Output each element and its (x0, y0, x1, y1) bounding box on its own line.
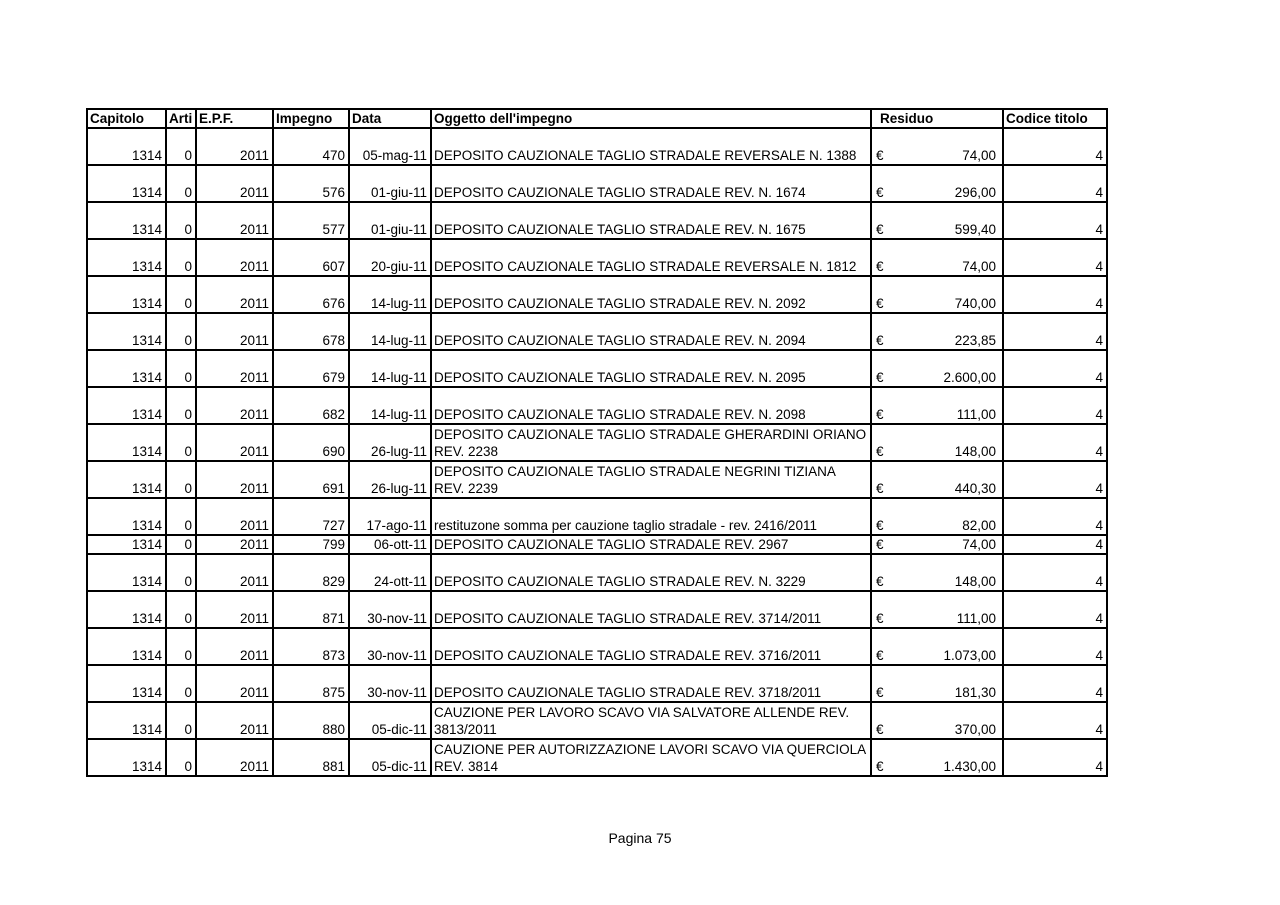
cell-residuo (871, 128, 1003, 165)
cell-impegno: 880 (273, 702, 349, 739)
cell-epf: 2011 (196, 554, 273, 591)
table-row (87, 424, 1107, 461)
currency-symbol: € (876, 574, 884, 589)
cell-articolo: 0 (166, 387, 196, 424)
header-epf: E.P.F. (196, 109, 273, 128)
cell-articolo: 0 (166, 202, 196, 239)
cell-codice-titolo: 4 (1003, 535, 1107, 554)
residuo-value: 1.430,00 (943, 759, 996, 774)
cell-capitolo: 1314 (87, 498, 166, 535)
cell-data: 14-lug-11 (349, 387, 431, 424)
residuo-value: 148,00 (954, 444, 996, 459)
cell-capitolo: 1314 (87, 276, 166, 313)
currency-symbol: € (876, 611, 884, 626)
cell-impegno: 607 (273, 239, 349, 276)
residuo-value: 148,00 (954, 574, 996, 589)
cell-epf: 2011 (196, 702, 273, 739)
cell-capitolo: 1314 (87, 461, 166, 498)
cell-epf: 2011 (196, 313, 273, 350)
cell-impegno: 873 (273, 628, 349, 665)
currency-symbol: € (876, 537, 884, 552)
cell-articolo: 0 (166, 424, 196, 461)
cell-oggetto: DEPOSITO CAUZIONALE TAGLIO STRADALE REV. N. 3229 (431, 554, 871, 591)
cell-data: 06-ott-11 (349, 535, 431, 554)
residuo-value: 440,30 (954, 481, 996, 496)
cell-residuo (871, 702, 1003, 739)
cell-data: 26-lug-11 (349, 424, 431, 461)
table-row (87, 591, 1107, 628)
header-articolo: Arti (166, 109, 196, 128)
cell-capitolo: 1314 (87, 702, 166, 739)
table-row (87, 628, 1107, 665)
residuo-value: 2.600,00 (943, 370, 996, 385)
cell-oggetto: DEPOSITO CAUZIONALE TAGLIO STRADALE REV. N. 2092 (431, 276, 871, 313)
residuo-value: 74,00 (962, 148, 996, 163)
cell-capitolo: 1314 (87, 424, 166, 461)
cell-data: 05-dic-11 (349, 702, 431, 739)
header-residuo: Residuo (871, 109, 1003, 128)
cell-capitolo: 1314 (87, 387, 166, 424)
cell-residuo (871, 387, 1003, 424)
cell-data: 17-ago-11 (349, 498, 431, 535)
cell-codice-titolo: 4 (1003, 461, 1107, 498)
currency-symbol: € (876, 333, 884, 348)
cell-codice-titolo: 4 (1003, 665, 1107, 702)
cell-articolo: 0 (166, 498, 196, 535)
residuo-value: 223,85 (954, 333, 996, 348)
cell-capitolo: 1314 (87, 554, 166, 591)
cell-residuo (871, 554, 1003, 591)
cell-epf: 2011 (196, 202, 273, 239)
cell-articolo: 0 (166, 554, 196, 591)
cell-residuo (871, 498, 1003, 535)
cell-data: 14-lug-11 (349, 350, 431, 387)
table-row (87, 350, 1107, 387)
cell-impegno: 881 (273, 739, 349, 776)
cell-oggetto: CAUZIONE PER LAVORO SCAVO VIA SALVATORE ALLENDE REV. 3813/2011 (431, 702, 871, 739)
cell-impegno: 676 (273, 276, 349, 313)
residuo-value: 740,00 (954, 296, 996, 311)
cell-residuo (871, 202, 1003, 239)
cell-data: 01-giu-11 (349, 165, 431, 202)
table-row (87, 461, 1107, 498)
residuo-value: 82,00 (962, 518, 996, 533)
cell-oggetto: DEPOSITO CAUZIONALE TAGLIO STRADALE REV. N. 2094 (431, 313, 871, 350)
cell-epf: 2011 (196, 665, 273, 702)
cell-data: 05-dic-11 (349, 739, 431, 776)
cell-codice-titolo: 4 (1003, 202, 1107, 239)
cell-residuo (871, 239, 1003, 276)
cell-data: 20-giu-11 (349, 239, 431, 276)
cell-oggetto: DEPOSITO CAUZIONALE TAGLIO STRADALE GHERARDINI ORIANO REV. 2238 (431, 424, 871, 461)
cell-articolo: 0 (166, 591, 196, 628)
cell-epf: 2011 (196, 591, 273, 628)
cell-oggetto: DEPOSITO CAUZIONALE TAGLIO STRADALE REV. 3716/2011 (431, 628, 871, 665)
residuo-value: 111,00 (956, 611, 996, 626)
cell-oggetto: DEPOSITO CAUZIONALE TAGLIO STRADALE REVERSALE N. 1812 (431, 239, 871, 276)
cell-impegno: 829 (273, 554, 349, 591)
cell-epf: 2011 (196, 165, 273, 202)
cell-impegno: 682 (273, 387, 349, 424)
cell-oggetto: DEPOSITO CAUZIONALE TAGLIO STRADALE REV. N. 1674 (431, 165, 871, 202)
currency-symbol: € (876, 370, 884, 385)
cell-codice-titolo: 4 (1003, 554, 1107, 591)
cell-residuo (871, 461, 1003, 498)
table-row (87, 165, 1107, 202)
table-row (87, 239, 1107, 276)
cell-capitolo: 1314 (87, 665, 166, 702)
cell-capitolo: 1314 (87, 628, 166, 665)
cell-codice-titolo: 4 (1003, 628, 1107, 665)
residuo-value: 181,30 (954, 685, 996, 700)
cell-oggetto: DEPOSITO CAUZIONALE TAGLIO STRADALE REV. N. 1675 (431, 202, 871, 239)
cell-codice-titolo: 4 (1003, 739, 1107, 776)
cell-data: 30-nov-11 (349, 628, 431, 665)
cell-epf: 2011 (196, 498, 273, 535)
cell-oggetto: DEPOSITO CAUZIONALE TAGLIO STRADALE REVERSALE N. 1388 (431, 128, 871, 165)
cell-capitolo: 1314 (87, 591, 166, 628)
cell-residuo (871, 276, 1003, 313)
cell-residuo (871, 350, 1003, 387)
cell-impegno: 577 (273, 202, 349, 239)
cell-residuo (871, 591, 1003, 628)
cell-articolo: 0 (166, 313, 196, 350)
cell-oggetto: DEPOSITO CAUZIONALE TAGLIO STRADALE REV. 2967 (431, 535, 871, 554)
currency-symbol: € (876, 185, 884, 200)
currency-symbol: € (876, 722, 884, 737)
cell-data: 05-mag-11 (349, 128, 431, 165)
cell-articolo: 0 (166, 461, 196, 498)
cell-residuo (871, 535, 1003, 554)
table-row (87, 535, 1107, 554)
cell-residuo (871, 739, 1003, 776)
header-data: Data (349, 109, 431, 128)
cell-impegno: 576 (273, 165, 349, 202)
cell-epf: 2011 (196, 239, 273, 276)
cell-epf: 2011 (196, 387, 273, 424)
currency-symbol: € (876, 259, 884, 274)
table-row (87, 387, 1107, 424)
cell-data: 14-lug-11 (349, 313, 431, 350)
residuo-value: 1.073,00 (943, 648, 996, 663)
currency-symbol: € (876, 148, 884, 163)
table-row (87, 554, 1107, 591)
cell-articolo: 0 (166, 165, 196, 202)
cell-impegno: 875 (273, 665, 349, 702)
cell-articolo: 0 (166, 739, 196, 776)
cell-capitolo: 1314 (87, 350, 166, 387)
cell-impegno: 678 (273, 313, 349, 350)
currency-symbol: € (876, 648, 884, 663)
table-header (87, 109, 1107, 128)
table-row (87, 665, 1107, 702)
cell-data: 14-lug-11 (349, 276, 431, 313)
cell-oggetto: DEPOSITO CAUZIONALE TAGLIO STRADALE REV. N. 2095 (431, 350, 871, 387)
table-row (87, 702, 1107, 739)
cell-data: 24-ott-11 (349, 554, 431, 591)
residuo-value: 74,00 (962, 259, 996, 274)
residuo-value: 599,40 (954, 222, 996, 237)
header-impegno: Impegno (273, 109, 349, 128)
residuo-value: 370,00 (954, 722, 996, 737)
cell-articolo: 0 (166, 128, 196, 165)
table-row (87, 128, 1107, 165)
currency-symbol: € (876, 444, 884, 459)
cell-codice-titolo: 4 (1003, 702, 1107, 739)
cell-codice-titolo: 4 (1003, 128, 1107, 165)
cell-oggetto: DEPOSITO CAUZIONALE TAGLIO STRADALE REV. 3718/2011 (431, 665, 871, 702)
table-row (87, 498, 1107, 535)
cell-epf: 2011 (196, 535, 273, 554)
cell-articolo: 0 (166, 276, 196, 313)
cell-epf: 2011 (196, 739, 273, 776)
cell-epf: 2011 (196, 128, 273, 165)
cell-codice-titolo: 4 (1003, 313, 1107, 350)
cell-codice-titolo: 4 (1003, 498, 1107, 535)
cell-residuo (871, 628, 1003, 665)
cell-impegno: 690 (273, 424, 349, 461)
cell-articolo: 0 (166, 628, 196, 665)
cell-impegno: 727 (273, 498, 349, 535)
page-number: Pagina 75 (608, 830, 672, 846)
cell-codice-titolo: 4 (1003, 387, 1107, 424)
cell-articolo: 0 (166, 702, 196, 739)
currency-symbol: € (876, 296, 884, 311)
cell-articolo: 0 (166, 535, 196, 554)
cell-articolo: 0 (166, 350, 196, 387)
residuo-value: 74,00 (962, 537, 996, 552)
residuo-value: 111,00 (956, 407, 996, 422)
impegni-table (86, 108, 1108, 777)
table-row (87, 202, 1107, 239)
cell-capitolo: 1314 (87, 239, 166, 276)
currency-symbol: € (876, 222, 884, 237)
cell-epf: 2011 (196, 276, 273, 313)
header-oggetto: Oggetto dell'impegno (431, 109, 871, 128)
table-row (87, 276, 1107, 313)
table-row (87, 313, 1107, 350)
cell-data: 30-nov-11 (349, 591, 431, 628)
cell-capitolo: 1314 (87, 202, 166, 239)
cell-impegno: 799 (273, 535, 349, 554)
cell-residuo (871, 165, 1003, 202)
cell-articolo: 0 (166, 239, 196, 276)
cell-oggetto: DEPOSITO CAUZIONALE TAGLIO STRADALE NEGRINI TIZIANA REV. 2239 (431, 461, 871, 498)
header-capitolo: Capitolo (87, 109, 166, 128)
cell-residuo (871, 665, 1003, 702)
cell-epf: 2011 (196, 628, 273, 665)
cell-oggetto: DEPOSITO CAUZIONALE TAGLIO STRADALE REV. 3714/2011 (431, 591, 871, 628)
table-row (87, 739, 1107, 776)
cell-residuo (871, 424, 1003, 461)
cell-epf: 2011 (196, 350, 273, 387)
cell-articolo: 0 (166, 665, 196, 702)
cell-oggetto: DEPOSITO CAUZIONALE TAGLIO STRADALE REV. N. 2098 (431, 387, 871, 424)
currency-symbol: € (876, 481, 884, 496)
cell-impegno: 679 (273, 350, 349, 387)
cell-capitolo: 1314 (87, 739, 166, 776)
cell-oggetto: CAUZIONE PER AUTORIZZAZIONE LAVORI SCAVO VIA QUERCIOLA REV. 3814 (431, 739, 871, 776)
cell-codice-titolo: 4 (1003, 165, 1107, 202)
cell-epf: 2011 (196, 461, 273, 498)
cell-impegno: 871 (273, 591, 349, 628)
currency-symbol: € (876, 407, 884, 422)
cell-data: 01-giu-11 (349, 202, 431, 239)
cell-residuo (871, 313, 1003, 350)
cell-codice-titolo: 4 (1003, 239, 1107, 276)
currency-symbol: € (876, 759, 884, 774)
currency-symbol: € (876, 685, 884, 700)
cell-impegno: 470 (273, 128, 349, 165)
cell-codice-titolo: 4 (1003, 424, 1107, 461)
cell-oggetto: restituzone somma per cauzione taglio stradale - rev. 2416/2011 (431, 498, 871, 535)
residuo-value: 296,00 (954, 185, 996, 200)
cell-epf: 2011 (196, 424, 273, 461)
cell-codice-titolo: 4 (1003, 591, 1107, 628)
cell-capitolo: 1314 (87, 165, 166, 202)
currency-symbol: € (876, 518, 884, 533)
cell-capitolo: 1314 (87, 128, 166, 165)
cell-capitolo: 1314 (87, 313, 166, 350)
cell-capitolo: 1314 (87, 535, 166, 554)
cell-data: 30-nov-11 (349, 665, 431, 702)
cell-codice-titolo: 4 (1003, 350, 1107, 387)
cell-codice-titolo: 4 (1003, 276, 1107, 313)
cell-data: 26-lug-11 (349, 461, 431, 498)
cell-impegno: 691 (273, 461, 349, 498)
header-codice-titolo: Codice titolo (1003, 109, 1107, 128)
